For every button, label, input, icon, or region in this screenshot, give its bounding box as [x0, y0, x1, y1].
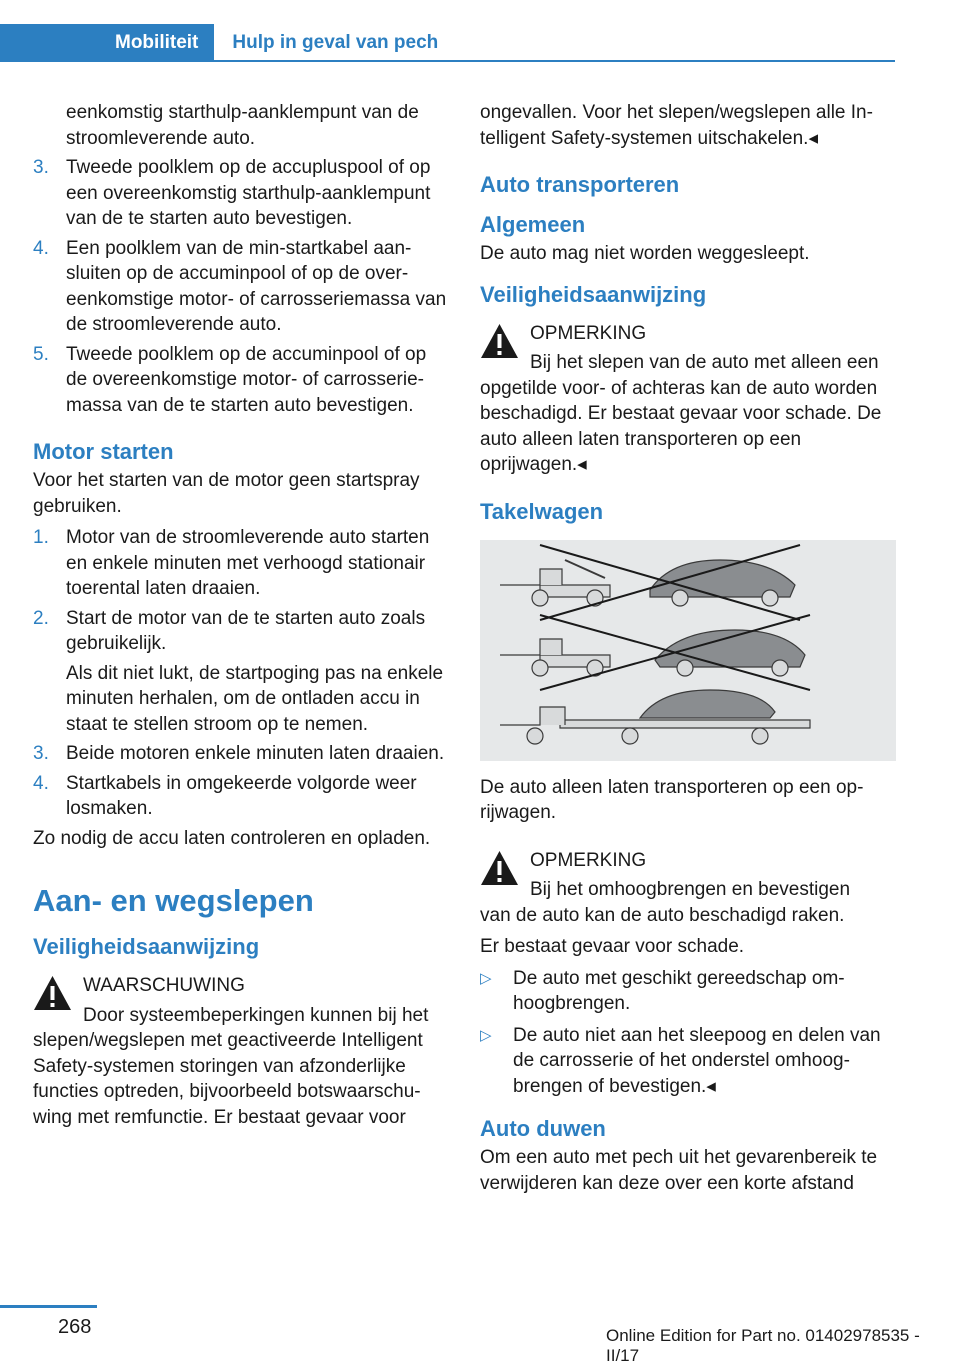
numbered-step	[33, 525, 449, 602]
step-number: 4.	[33, 772, 49, 794]
step-continuation: Als dit niet lukt, de startpoging pas na enkele minuten herhalen, om de ontladen accu in staat te stellen stroom op te nemen.	[66, 662, 444, 735]
page-number: 268	[58, 1316, 92, 1338]
step-number: 4.	[33, 237, 49, 259]
subheading-general: Algemeen	[480, 212, 586, 237]
warning-title: WAARSCHUWING	[83, 975, 245, 996]
chapter-heading-towing: Aan- en wegslepen	[33, 883, 314, 918]
note-first-line: Bij het omhoogbrengen en bevestigen	[530, 879, 851, 900]
safety-heading: Veiligheidsaanwijzing	[480, 281, 707, 307]
step-text: Startkabels in omgekeerde volgorde weer losmaken.	[66, 772, 417, 819]
note-text: opgetilde voor- of achteras kan de auto worden beschadigd. Er bestaat gevaar voor schade. De auto alleen laten transporteren op een oprijwagen.◂	[480, 377, 882, 475]
warning-text: slepen/wegslepen met geactiveerde Intelligent Safety-systemen storingen van afzonderlijke functies optreden, bijvoorbeeld botswaarschuwing met remfunctie. Er bestaat gevaar voor	[33, 1030, 423, 1128]
step-text: Motor van de stroomleverende auto starten en enkele minuten met verhoogd stationair toerental laten draaien.	[66, 527, 430, 599]
section-heading-transport: Auto transporteren	[480, 172, 680, 197]
step-number: 1.	[33, 527, 49, 548]
bullet-item	[480, 1023, 896, 1100]
numbered-step	[33, 236, 449, 338]
note-title: OPMERKING	[530, 849, 647, 871]
chapter-tab: Hulp in geval van pech	[232, 32, 439, 53]
step-number: 3.	[33, 743, 49, 764]
step-text: Een poolklem van de min-startkabel aansluiten op de accuminpool of op de overeenkomstige motor- of carrosseriemassa van de stroomleverende auto.	[66, 237, 447, 335]
closing-text: Zo nodig de accu laten controleren en opladen.	[33, 827, 431, 849]
note-box	[480, 848, 896, 929]
numbered-step	[33, 155, 449, 232]
section-tab: Mobiliteit	[0, 24, 214, 62]
left-column	[33, 100, 449, 1136]
list-continuation: eenkomstig starthulp-aanklempunt van de stroomleverende auto.	[66, 102, 419, 149]
right-column	[480, 100, 896, 1202]
edition-note: Online Edition for Part no. 01402978535 - II/17	[606, 1326, 920, 1365]
push-text: Om een auto met pech uit het gevarenbereik te verwijderen kan deze over een korte afstand	[480, 1147, 878, 1194]
warning-triangle-icon	[33, 975, 72, 1011]
tow-text: De auto alleen laten transporteren op een oprijwagen.	[480, 776, 864, 823]
step-text: Beide motoren enkele minuten laten draaien.	[66, 743, 445, 764]
note-title: OPMERKING	[530, 322, 647, 344]
tow-truck-diagram	[480, 540, 896, 761]
tow-truck-illustration	[480, 540, 896, 761]
subheading-tow-truck: Takelwagen	[480, 498, 604, 524]
note-text: van de auto kan de auto beschadigd raken.	[480, 904, 845, 926]
numbered-step	[33, 606, 449, 657]
step-number: 5.	[33, 343, 49, 365]
subheading-push: Auto duwen	[480, 1116, 606, 1141]
step-text: Start de motor van de te starten auto zoals gebruikelijk.	[66, 607, 426, 654]
warning-triangle-icon	[480, 850, 519, 886]
bullet-text: De auto niet aan het sleepoog en delen van de carrosserie of het onderstel omhoogbrengen of bevestigen.◂	[513, 1024, 881, 1097]
note-extra: Er bestaat gevaar voor schade.	[480, 936, 745, 957]
footer-rule	[0, 1305, 97, 1308]
step-number: 2.	[33, 607, 49, 629]
note-first-line: Bij het slepen van de auto met alleen een	[530, 352, 879, 373]
bullet-item	[480, 966, 896, 1017]
triangle-bullet-icon: ▷	[480, 1026, 492, 1044]
triangle-bullet-icon: ▷	[480, 969, 492, 987]
right-continuation: ongevallen. Voor het slepen/wegslepen alle Intelligent Safety-systemen uitschakelen.◂	[480, 102, 873, 149]
header-tabs	[0, 24, 456, 62]
note-box	[480, 321, 896, 478]
warning-first-line: Door systeembeperkingen kunnen bij het	[83, 1004, 429, 1026]
numbered-step	[33, 771, 449, 822]
warning-triangle-icon	[480, 323, 519, 359]
step-number: 3.	[33, 157, 49, 178]
step-text: Tweede poolklem op de accuminpool of op de overeenkomstige motor- of carrosseriemassa van de te starten auto bevestigen.	[66, 343, 427, 416]
section-heading-motor: Motor starten	[33, 439, 174, 464]
general-text: De auto mag niet worden weggesleept.	[480, 243, 810, 264]
numbered-step	[33, 342, 449, 419]
header-rule	[0, 60, 895, 62]
step-text: Tweede poolklem op de accupluspool of op een overeenkomstig starthulp-aanklempunt van de te starten auto bevestigen.	[66, 157, 431, 229]
numbered-step	[33, 741, 449, 767]
safety-heading: Veiligheidsaanwijzing	[33, 934, 260, 959]
warning-box	[33, 973, 449, 1130]
bullet-text: De auto met geschikt gereedschap omhoogbrengen.	[513, 967, 845, 1014]
motor-intro: Voor het starten van de motor geen startspray gebruiken.	[33, 470, 420, 517]
